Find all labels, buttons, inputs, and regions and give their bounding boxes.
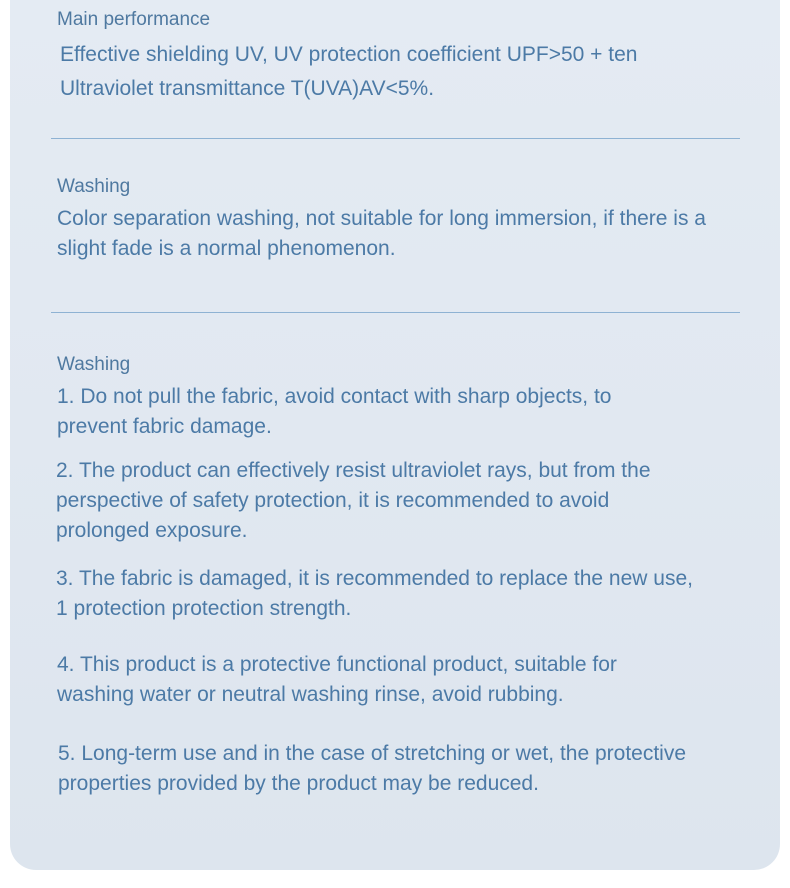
section-heading-washing-instructions: Washing xyxy=(57,354,131,375)
section-heading-washing: Washing xyxy=(57,176,131,197)
section-divider xyxy=(51,312,740,313)
washing-instruction-item: 4. This product is a protective functional product, suitable for washing water or neutral washing rinse, avoid rubbing. xyxy=(57,653,617,706)
section-heading-main-performance: Main performance xyxy=(57,9,211,30)
section-divider xyxy=(51,138,740,139)
washing-instruction-item: 2. The product can effectively resist ultraviolet rays, but from the perspective of safety protection, it is recommended to avoid prolonged exposure. xyxy=(56,459,651,542)
washing-description: Color separation washing, not suitable for long immersion, if there is a slight fade is a normal phenomenon. xyxy=(57,207,706,260)
washing-instruction-item: 3. The fabric is damaged, it is recommended to replace the new use, 1 protection protection strength. xyxy=(56,567,693,620)
main-performance-line-1: Effective shielding UV, UV protection coefficient UPF>50 + ten xyxy=(60,43,638,66)
main-performance-line-2: Ultraviolet transmittance T(UVA)AV<5%. xyxy=(60,77,435,100)
washing-instruction-item: 5. Long-term use and in the case of stretching or wet, the protective properties provided by the product may be reduced. xyxy=(58,742,687,795)
info-card xyxy=(10,0,780,870)
washing-instruction-item: 1. Do not pull the fabric, avoid contact with sharp objects, to prevent fabric damage. xyxy=(57,385,612,438)
